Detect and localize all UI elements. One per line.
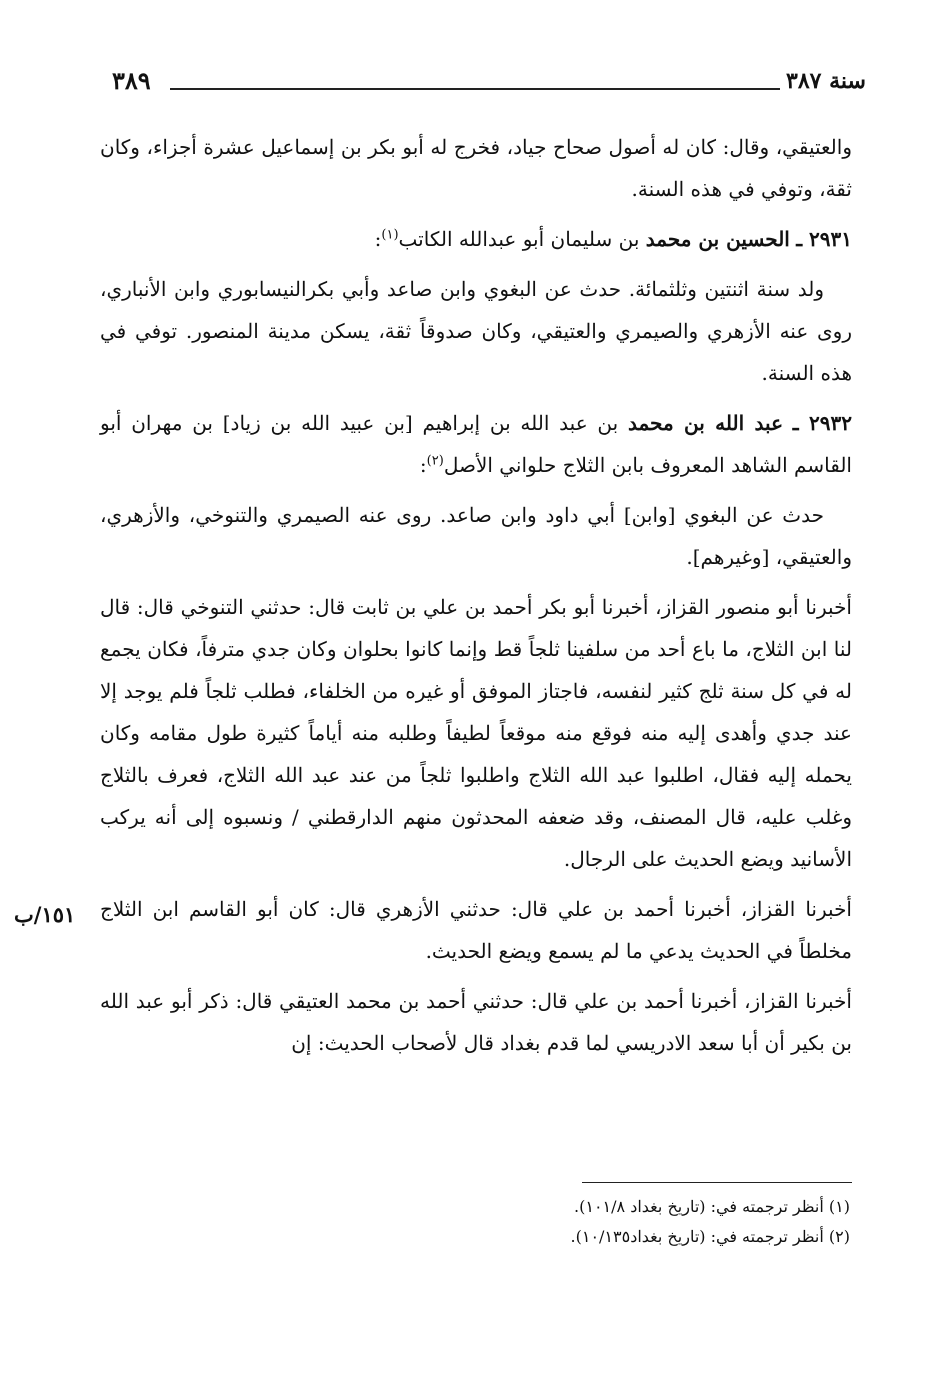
paragraph-narration-1: أخبرنا أبو منصور القزاز، أخبرنا أبو بكر أحمد بن علي بن ثابت قال: حدثني التنوخي قال: قال لنا ابن الثلاج، ما باع أحد من سلفينا ثلجاً قط وإنما كانوا بحلوان وكان جدي مترفاً، فكان يجمع له في كل سنة ثلج كثير لنفسه، فاجتاز الموفق أو غيره من الخلفاء، فطلب ثلجاً فلم يوجد إلا عند جدي وأهدى إليه منه فوقع منه موقعاً لطيفاً وطلبه منه أياماً كثيرة طول مقامه وكان يحمله إليه فقال، اطلبوا عبد الله الثلاج واطلبوا ثلجاً من عند عبد الله الثلاج، فعرف بالثلاج وغلب عليه، قال المصنف، وقد ضعفه المحدثون منهم الدارقطني / ونسبوه إلى أنه يركب الأسانيد ويضع الحديث على الرجال. [100,595,852,871]
header-rule [170,88,780,90]
footnotes [150,1192,850,1252]
entry-number: ٢٩٣٢ ـ [792,411,852,435]
page-number: ٣٨٩ [112,66,151,95]
entry-name-rest: بن سليمان أبو عبدالله الكاتب [398,227,640,251]
entry-heading-2931 [100,218,852,260]
footnote-rule [582,1182,852,1183]
entry-heading-2932 [100,402,852,486]
paragraph-continuation: والعتيقي، وقال: كان له أصول صحاح جياد، فخرج له أبو بكر بن إسماعيل عشرة أجزاء، وكان ثقة، وتوفي في هذه السنة. [100,135,852,201]
entry-name: الحسين بن محمد [645,227,790,251]
paragraph-bio-2931: ولد سنة اثنتين وثلثمائة. حدث عن البغوي وابن صاعد وأبي بكرالنيسابوري وابن الأنباري، روى عنه الأزهري والصيمري والعتيقي، وكان صدوقاً ثقة، يسكن مدينة المنصور. توفي في هذه السنة. [100,277,852,385]
margin-folio-note: ١٥١/ب [14,902,76,927]
entry-number: ٢٩٣١ ـ [796,227,852,251]
entry-name: عبد الله بن محمد [627,411,784,435]
entry-colon: : [374,227,382,251]
footnote-ref-1[interactable]: (١) [381,227,399,243]
page-header [98,60,866,104]
paragraph-bio-2932: حدث عن البغوي [وابن] أبي داود وابن صاعد. روى عنه الصيمري والتنوخي، والأزهري، والعتيقي، [وغيرهم]. [100,503,852,569]
entry-name-rest: بن عبد الله بن إبراهيم [بن عبيد الله بن زياد] بن مهران أبو القاسم الشاهد المعروف بابن الثلاج حلواني الأصل [100,411,852,477]
footnote-ref-2[interactable]: (٢) [426,453,444,469]
footnote-2: (٢) أنظر ترجمته في: (تاريخ بغداد١٠/١٣٥). [570,1227,850,1246]
running-head: سنة ٣٨٧ [786,68,866,94]
entry-colon: : [419,453,427,477]
paragraph-narration-3: أخبرنا القزاز، أخبرنا أحمد بن علي قال: حدثني أحمد بن محمد العتيقي قال: ذكر أبو عبد الله بن بكير أن أبا سعد الادريسي لما قدم بغداد قال لأصحاب الحديث: إن [100,989,852,1055]
main-text [100,126,852,1072]
paragraph-narration-2: أخبرنا القزاز، أخبرنا أحمد بن علي قال: حدثني الأزهري قال: كان أبو القاسم ابن الثلاج مخلطاً في الحديث يدعي ما لم يسمع ويضع الحديث. [100,897,852,963]
footnote-1: (١) أنظر ترجمته في: (تاريخ بغداد ١٠١/٨). [574,1197,850,1216]
